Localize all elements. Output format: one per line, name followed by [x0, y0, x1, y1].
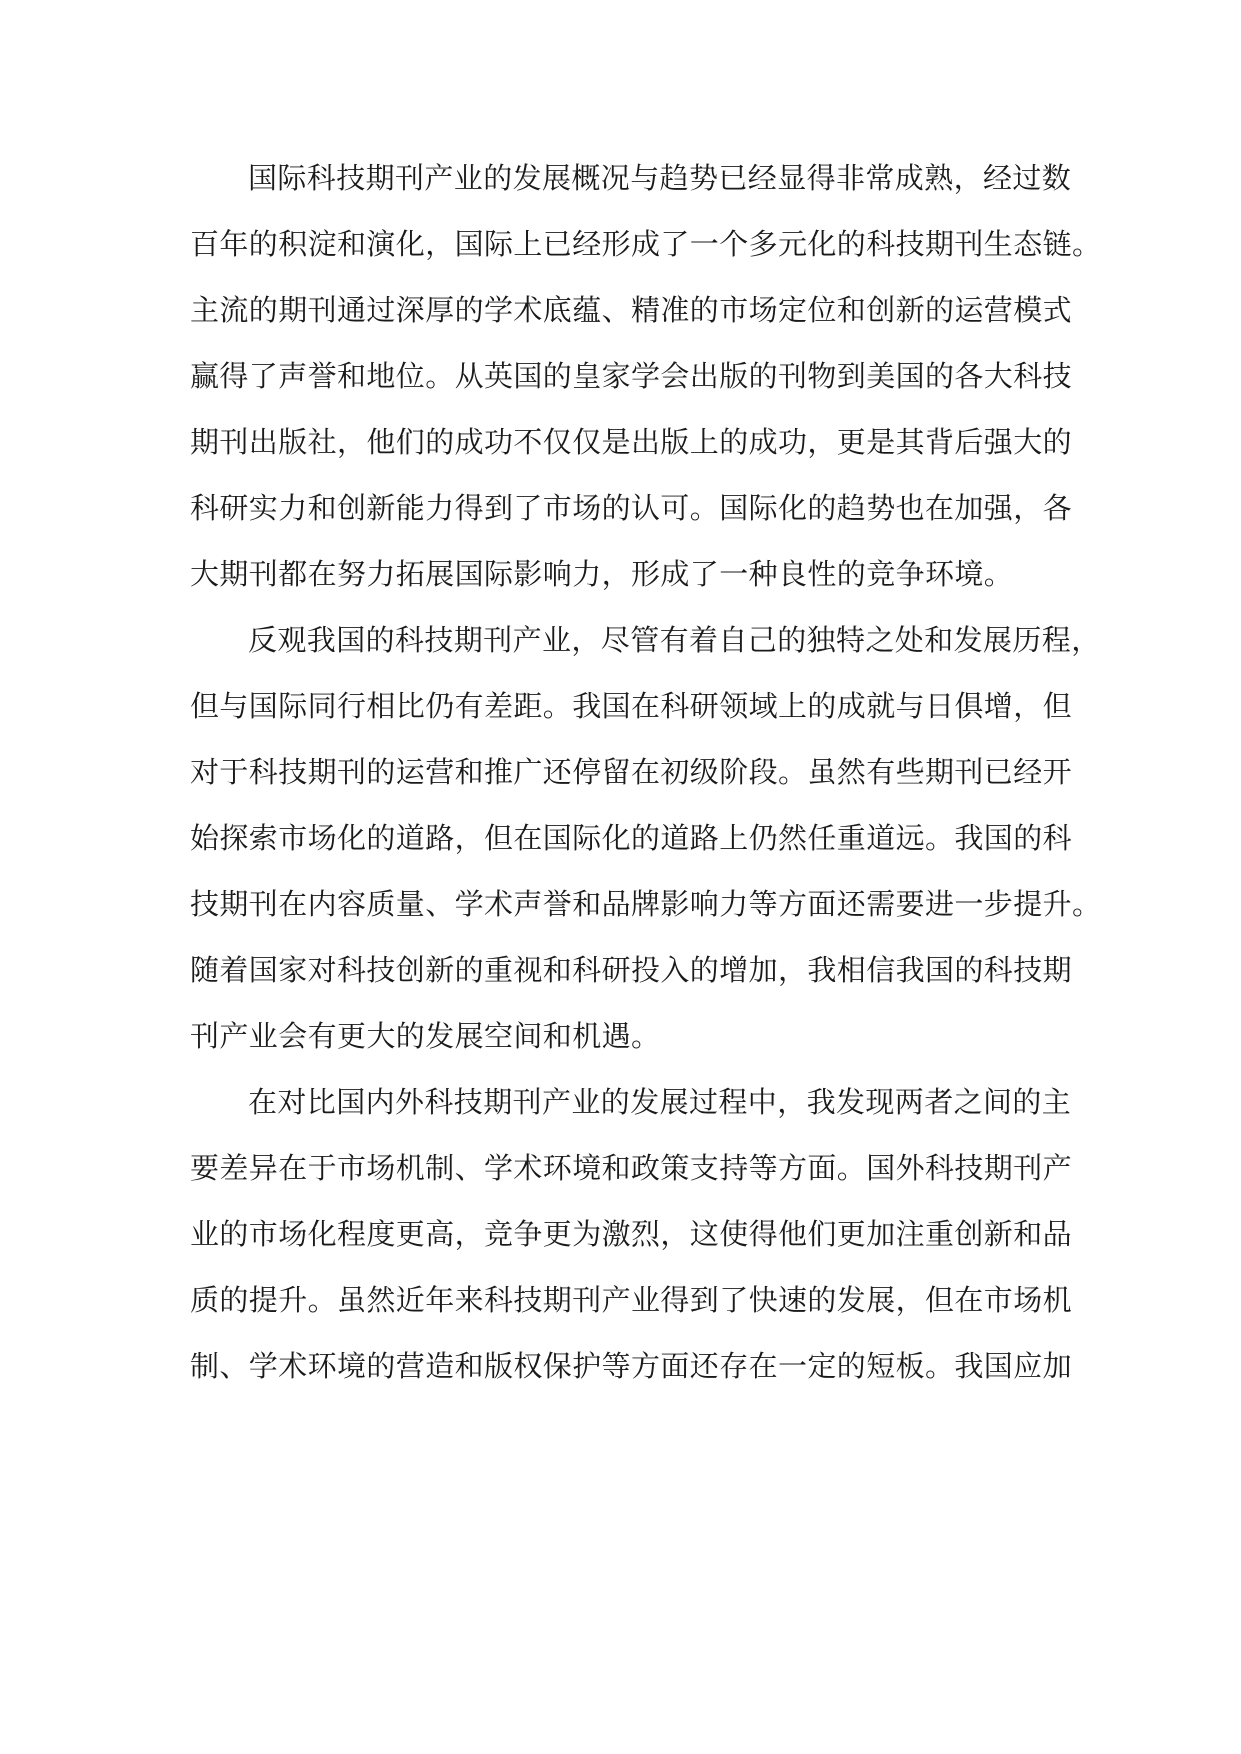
text-line: 随着国家对科技创新的重视和科研投入的增加，我相信我国的科技期	[190, 953, 1073, 987]
text-line: 业的市场化程度更高，竞争更为激烈，这使得他们更加注重创新和品	[190, 1217, 1073, 1251]
text-line: 反观我国的科技期刊产业，尽管有着自己的独特之处和发展历程，	[248, 623, 1101, 657]
paragraph-1	[190, 145, 1102, 607]
paragraph-2	[190, 607, 1102, 1069]
text-line: 刊产业会有更大的发展空间和机遇。	[190, 1019, 661, 1053]
text-line: 主流的期刊通过深厚的学术底蕴、精准的市场定位和创新的运营模式	[190, 293, 1073, 327]
text-line: 赢得了声誉和地位。从英国的皇家学会出版的刊物到美国的各大科技	[190, 359, 1073, 393]
text-line: 始探索市场化的道路，但在国际化的道路上仍然任重道远。我国的科	[190, 821, 1073, 855]
text-line: 国际科技期刊产业的发展概况与趋势已经显得非常成熟，经过数	[248, 161, 1072, 195]
text-line: 期刊出版社，他们的成功不仅仅是出版上的成功，更是其背后强大的	[190, 425, 1073, 459]
text-line: 大期刊都在努力拓展国际影响力，形成了一种良性的竞争环境。	[190, 557, 1014, 591]
text-line: 技期刊在内容质量、学术声誉和品牌影响力等方面还需要进一步提升。	[190, 887, 1102, 921]
paragraph-3	[190, 1069, 1073, 1399]
text-line: 制、学术环境的营造和版权保护等方面还存在一定的短板。我国应加	[190, 1349, 1073, 1383]
text-line: 在对比国内外科技期刊产业的发展过程中，我发现两者之间的主	[248, 1085, 1072, 1119]
text-line: 质的提升。虽然近年来科技期刊产业得到了快速的发展，但在市场机	[190, 1283, 1073, 1317]
text-line: 科研实力和创新能力得到了市场的认可。国际化的趋势也在加强，各	[190, 491, 1073, 525]
text-line: 百年的积淀和演化，国际上已经形成了一个多元化的科技期刊生态链。	[190, 227, 1102, 261]
text-line: 要差异在于市场机制、学术环境和政策支持等方面。国外科技期刊产	[190, 1151, 1073, 1185]
text-line: 但与国际同行相比仍有差距。我国在科研领域上的成就与日俱增，但	[190, 689, 1073, 723]
body-text	[190, 145, 1102, 1399]
text-line: 对于科技期刊的运营和推广还停留在初级阶段。虽然有些期刊已经开	[190, 755, 1073, 789]
